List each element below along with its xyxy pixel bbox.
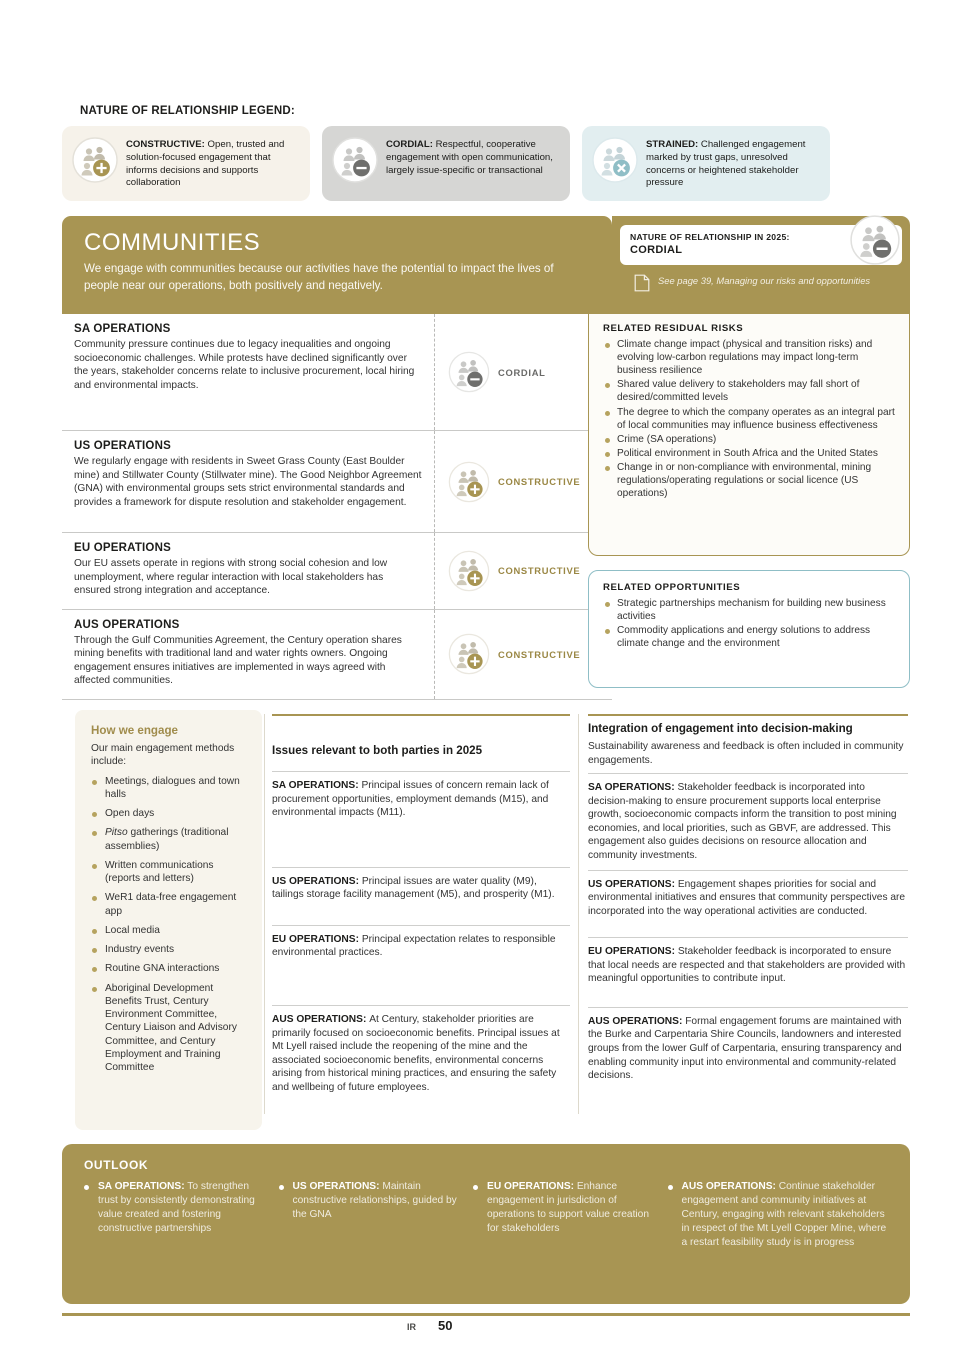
issues-column bbox=[272, 714, 570, 1101]
how-we-engage-heading: How we engage bbox=[91, 724, 178, 737]
issues-block-text: Principal issues are water quality (M9), tailings storage facility management (M5), and prosperity (M1). bbox=[272, 875, 555, 901]
issues-block bbox=[272, 925, 570, 967]
operation-heading: US OPERATIONS bbox=[74, 440, 171, 452]
outlook-item-text bbox=[98, 1180, 271, 1236]
related-residual-risks-panel bbox=[588, 314, 910, 556]
list-item: Change in or non-compliance with environmental, mining regulations/operating regulations or social licence (US operations) bbox=[603, 461, 895, 500]
outlook-item-us bbox=[279, 1180, 466, 1250]
issues-block-sep: : bbox=[355, 933, 362, 945]
integration-intro: Sustainability awareness and feedback is often included in community engagements. bbox=[588, 741, 904, 766]
outlook-item-text bbox=[487, 1180, 660, 1236]
issues-block-label: US OPERATIONS bbox=[272, 875, 356, 887]
status-badge: CONSTRUCTIVE bbox=[498, 648, 581, 660]
footer-rule bbox=[62, 1313, 910, 1316]
people-plus-icon bbox=[448, 550, 490, 592]
nature-of-relationship-card bbox=[620, 225, 902, 265]
integration-block-sep: : bbox=[678, 1015, 686, 1027]
issues-block-label: EU OPERATIONS bbox=[272, 933, 356, 945]
issues-block-sep: : bbox=[355, 780, 362, 791]
issues-block-text: Principal expectation relates to responsible environmental practices. bbox=[272, 933, 556, 959]
list-item: Political environment in South Africa and the United States bbox=[603, 447, 895, 460]
see-page-reference[interactable] bbox=[634, 274, 896, 297]
opportunities-list bbox=[603, 597, 895, 650]
integration-block-label: SA OPERATIONS bbox=[588, 782, 672, 794]
list-item: Open days bbox=[91, 807, 248, 820]
issues-block-label: AUS OPERATIONS bbox=[272, 1013, 363, 1025]
integration-block-text: Formal engagement forums are maintained with the Burke and Carpentaria Shire Councils, landowners and interested groups from the lower Gulf of Carpentaria, ensuring transparency and enabling community input into environmental and community-related decisions. bbox=[588, 1015, 902, 1082]
legend-term: CONSTRUCTIVE: bbox=[126, 139, 205, 150]
table-row bbox=[62, 314, 612, 430]
operation-body: Through the Gulf Communities Agreement, the Century operation shares mining benefits with traditional land and water rights owners. Ongoing engagement ensures initiatives are implemented in ways agreed with affected communities. bbox=[74, 634, 402, 687]
integration-column bbox=[588, 714, 908, 1090]
outlook-item-text bbox=[293, 1180, 466, 1222]
operation-status-cell bbox=[435, 314, 612, 430]
status-badge: CONSTRUCTIVE bbox=[498, 565, 581, 577]
list-item: Strategic partnerships mechanism for building new business activities bbox=[603, 597, 895, 623]
operations-table bbox=[62, 314, 612, 700]
list-item: Climate change impact (physical and transition risks) and evolving low-carbon regulations may impact long-term business resilience bbox=[603, 338, 895, 377]
operation-heading: SA OPERATIONS bbox=[74, 323, 171, 335]
outlook-item-label: EU OPERATIONS: bbox=[487, 1181, 575, 1192]
people-minus-icon bbox=[850, 215, 900, 265]
issues-block-label: SA OPERATIONS bbox=[272, 780, 356, 791]
integration-block-text: Engagement shapes priorities for social and environmental initiatives and ensures that community perspectives are incorporated into the way operational activities are conducted. bbox=[588, 878, 906, 917]
issues-block-text: Principal issues of concern remain lack of procurement opportunities, employment demands (M15), and environmental impacts (M11). bbox=[272, 780, 549, 819]
legend-title: NATURE OF RELATIONSHIP LEGEND: bbox=[80, 105, 295, 117]
list-item-rest: gatherings (traditional assemblies) bbox=[105, 827, 229, 852]
people-plus-icon bbox=[448, 461, 490, 503]
legend-desc: Challenged engagement marked by trust gaps, unresolved concerns or heightened stakeholder pressure bbox=[646, 139, 806, 189]
column-divider bbox=[264, 714, 265, 1114]
table-row bbox=[62, 532, 612, 609]
how-we-engage-panel bbox=[75, 710, 262, 1130]
legend-card-strained bbox=[582, 126, 830, 201]
outlook-item-eu bbox=[473, 1180, 660, 1250]
issues-block bbox=[272, 867, 570, 909]
operation-status-cell bbox=[435, 533, 612, 609]
integration-block bbox=[588, 870, 908, 926]
page-footer bbox=[62, 1318, 910, 1333]
page-number: 50 bbox=[438, 1318, 453, 1333]
integration-block-text: Stakeholder feedback is incorporated into decision-making to ensure procurement supports local enterprise growth, socioeconomic compacts inform the transition to post mining economies, and local priorities, such as GBVF, are addressed. This engagement also guides decisions on resource allocation and community investments. bbox=[588, 782, 897, 861]
operation-body: Our EU assets operate in regions with strong social cohesion and low unemployment, where regular interaction with local stakeholders has ensured strong integration and acceptance. bbox=[74, 558, 388, 597]
integration-block bbox=[588, 773, 908, 869]
communities-banner bbox=[62, 216, 612, 314]
operation-body: Community pressure continues due to legacy inequalities and ongoing socioeconomic challenges. While protests have declined significantly over the years, stakeholder concerns relate to inclusive procurement, local hiring and environmental impacts. bbox=[74, 339, 415, 391]
people-cross-icon bbox=[592, 137, 638, 183]
integration-block-sep: : bbox=[671, 946, 678, 958]
outlook-item-label: AUS OPERATIONS: bbox=[681, 1181, 776, 1192]
integration-block-sep: : bbox=[671, 878, 678, 890]
operation-description-cell bbox=[62, 533, 435, 609]
legend-card-text bbox=[646, 137, 818, 190]
nature-of-relationship-label: NATURE OF RELATIONSHIP IN 2025: bbox=[630, 232, 790, 242]
issues-block bbox=[272, 771, 570, 827]
issues-block bbox=[272, 1005, 570, 1101]
legend-card-text bbox=[386, 137, 558, 177]
people-plus-icon bbox=[72, 137, 118, 183]
legend-row bbox=[62, 126, 902, 201]
page-title: COMMUNITIES bbox=[84, 229, 261, 256]
list-item: Commodity applications and energy solutions to address climate change and the environment bbox=[603, 624, 895, 650]
integration-heading: Integration of engagement into decision-making bbox=[588, 722, 853, 735]
nature-of-relationship-value: CORDIAL bbox=[630, 244, 683, 256]
issues-block-text: At Century, stakeholder priorities are primarily focused on socioeconomic benefits. Principal issues at Mt Lyell raised include the reopening of the mine and the associated socioeconomic benefits, environmental concerns arising from historical mining practices, and ensuring the safety and wellbeing of future employees. bbox=[272, 1013, 560, 1093]
list-item: Routine GNA interactions bbox=[91, 962, 248, 975]
list-item: Meetings, dialogues and town halls bbox=[91, 775, 248, 802]
integration-block-sep: : bbox=[671, 782, 678, 794]
operation-description-cell bbox=[62, 314, 435, 430]
outlook-panel bbox=[62, 1144, 910, 1304]
risks-heading: RELATED RESIDUAL RISKS bbox=[603, 323, 744, 334]
outlook-item-text bbox=[682, 1180, 892, 1250]
integration-block-label: AUS OPERATIONS bbox=[588, 1015, 679, 1027]
outlook-item-body: Continue stakeholder engagement and community initiatives at Century, engaging with relevant stakeholders in respect of the Mt Lyell Copper Mine, where a restart feasibility study is in progress bbox=[681, 1181, 887, 1248]
operation-description-cell bbox=[62, 431, 435, 532]
outlook-item-label: SA OPERATIONS: bbox=[98, 1181, 185, 1192]
status-badge: CONSTRUCTIVE bbox=[498, 476, 581, 487]
integration-block bbox=[588, 937, 908, 993]
outlook-item-label: US OPERATIONS: bbox=[292, 1181, 380, 1192]
outlook-item-body: Enhance engagement in jurisdiction of operations to support value creation for stakeholders bbox=[487, 1181, 650, 1234]
related-opportunities-panel bbox=[588, 570, 910, 688]
operation-description-cell bbox=[62, 610, 435, 699]
legend-term: STRAINED: bbox=[646, 139, 699, 150]
operation-body: We regularly engage with residents in Sweet Grass County (East Boulder mine) and Stillwater County (Stillwater mine). The Good Neighbor Agreement (GNA) with environmental groups sets strict environmental standards and provides a framework for dispute resolution and stakeholder engagement. bbox=[74, 456, 422, 508]
list-item: Crime (SA operations) bbox=[603, 433, 895, 446]
integration-block-label: US OPERATIONS bbox=[588, 878, 672, 890]
list-item: Written communications (reports and letters) bbox=[91, 859, 248, 886]
outlook-item-sa bbox=[84, 1180, 271, 1250]
list-item: WeR1 data-free engagement app bbox=[91, 891, 248, 918]
see-page-text: See page 39, Managing our risks and opportunities bbox=[658, 275, 871, 286]
people-plus-icon bbox=[448, 633, 490, 675]
opportunities-heading: RELATED OPPORTUNITIES bbox=[603, 582, 741, 593]
footer-ir-label: IR bbox=[407, 1322, 416, 1332]
outlook-item-body: Maintain constructive relationships, guided by the GNA bbox=[292, 1181, 457, 1220]
document-icon bbox=[634, 274, 650, 297]
list-item: Industry events bbox=[91, 943, 248, 956]
legend-card-text bbox=[126, 137, 298, 190]
legend-desc: Respectful, cooperative engagement with open communication, largely issue-specific or transactional bbox=[386, 139, 553, 176]
legend-term: CORDIAL: bbox=[386, 139, 433, 150]
outlook-columns bbox=[84, 1180, 892, 1250]
issues-heading: Issues relevant to both parties in 2025 bbox=[272, 744, 483, 757]
list-item: Aboriginal Development Benefits Trust, Century Environment Committee, Century Liaison and Advisory Committee, and Century Employment and Training Committee bbox=[91, 982, 248, 1075]
list-item: The degree to which the company operates as an integral part of local communities may influence business effectiveness bbox=[603, 406, 895, 432]
legend-card-constructive bbox=[62, 126, 310, 201]
people-minus-icon bbox=[332, 137, 378, 183]
outlook-heading: OUTLOOK bbox=[84, 1158, 149, 1172]
column-divider bbox=[578, 714, 579, 1114]
list-item: Shared value delivery to stakeholders may fall short of desired/committed levels bbox=[603, 378, 895, 404]
integration-block-label: EU OPERATIONS bbox=[588, 946, 672, 958]
legend-desc: Open, trusted and solution-focused engagement that informs decisions and supports collaboration bbox=[126, 139, 285, 189]
issues-block-sep: : bbox=[355, 875, 362, 887]
legend-card-cordial bbox=[322, 126, 570, 201]
engagement-methods-list bbox=[91, 775, 248, 1075]
operation-status-cell bbox=[435, 610, 612, 699]
people-minus-icon bbox=[448, 351, 490, 393]
status-badge: CORDIAL bbox=[498, 366, 546, 378]
list-item-italic: Pitso bbox=[105, 827, 128, 839]
outlook-item-aus bbox=[668, 1180, 892, 1250]
operation-heading: AUS OPERATIONS bbox=[74, 618, 180, 631]
how-we-engage-subheading: Our main engagement methods include: bbox=[91, 743, 235, 768]
list-item: Local media bbox=[91, 924, 248, 937]
banner-intro: We engage with communities because our activities have the potential to impact the lives of people near our operations, both positively and negatively. bbox=[84, 262, 554, 292]
integration-block bbox=[588, 1007, 908, 1090]
list-item bbox=[91, 826, 248, 853]
outlook-item-body: To strengthen trust by consistently demonstrating value created and fostering constructive partnerships bbox=[98, 1181, 255, 1234]
operation-heading: EU OPERATIONS bbox=[74, 542, 171, 554]
table-row bbox=[62, 430, 612, 532]
operation-status-cell bbox=[435, 431, 612, 532]
table-row bbox=[62, 609, 612, 699]
integration-block-text: Stakeholder feedback is incorporated to ensure that local needs are respected and that stakeholders are provided with meaningful opportunities to contribute input. bbox=[588, 946, 906, 985]
issues-block-sep: : bbox=[362, 1013, 370, 1025]
banner-right-block bbox=[612, 216, 910, 314]
risks-list bbox=[603, 338, 895, 500]
